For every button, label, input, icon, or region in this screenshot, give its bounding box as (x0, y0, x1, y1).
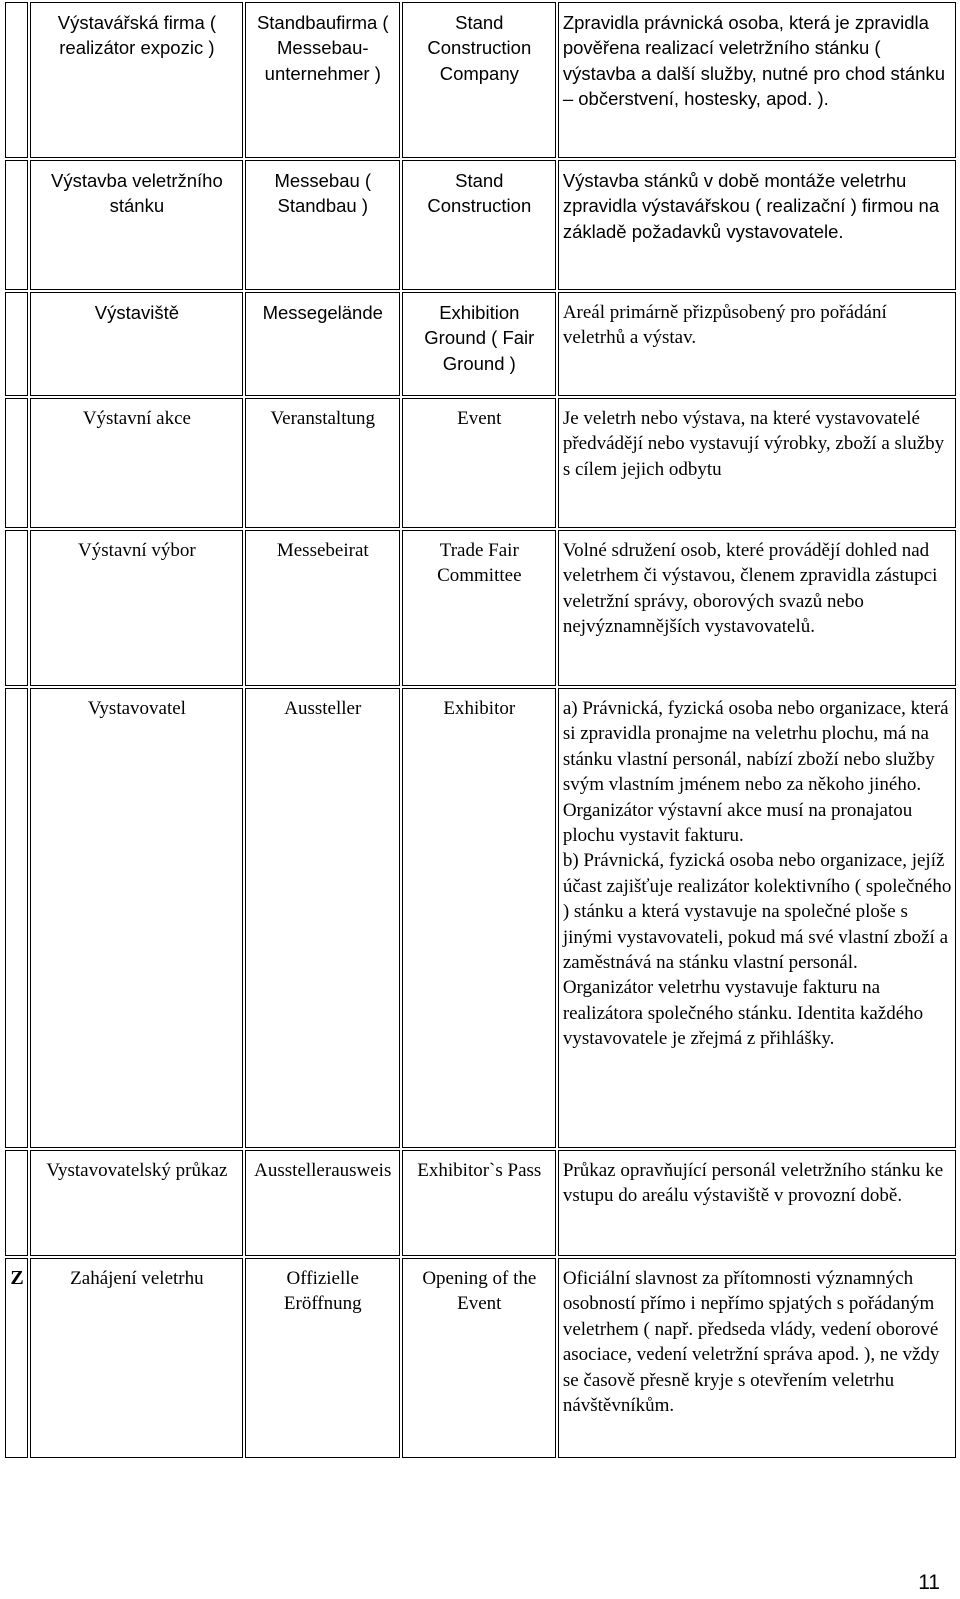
czech-term: Výstavní výbor (30, 530, 243, 686)
german-term: Messegelände (245, 292, 400, 396)
page-number: 11 (918, 1571, 940, 1594)
german-term: Aussteller (245, 688, 400, 1148)
english-term: Exhibitor (402, 688, 556, 1148)
english-term: Exhibition Ground ( Fair Ground ) (402, 292, 556, 396)
definition (558, 1150, 956, 1256)
table-row (5, 2, 956, 158)
row-letter (5, 160, 28, 290)
row-letter (5, 398, 28, 528)
row-letter (5, 688, 28, 1148)
table-row (5, 1258, 956, 1458)
definition-paragraph: Volné sdružení osob, které provádějí dohled nad veletrhem či výstavou, členem zpravidla zástupci veletržní správy, oborových svazů nebo nejvýznamnějších vystavovatelů. (562, 540, 938, 638)
czech-term: Zahájení veletrhu (30, 1258, 243, 1458)
german-term: Standbaufirma ( Messebau-unternehmer ) (245, 2, 400, 158)
definition-paragraph: b) Právnická, fyzická osoba nebo organizace, jejíž účast zajišťuje realizátor kolektivního ( společného ) stánku a která vystavuje na společné ploše s jinými vystavovateli, pokud má své vlastní zboží a zaměstnává na stánku vlastní personál. (562, 850, 952, 974)
english-term: Trade Fair Committee (402, 530, 556, 686)
definition (558, 292, 956, 396)
definition-paragraph: Zpravidla právnická osoba, která je zpravidla pověřena realizací veletržního stánku ( výstavba a další služby, nutné pro chod stánku – občerstvení, hostesky, apod. ). (562, 12, 946, 110)
definition-paragraph: Výstavba stánků v době montáže veletrhu zpravidla výstavářskou ( realizační ) firmou na základě požadavků vystavovatele. (562, 170, 940, 242)
definition (558, 398, 956, 528)
czech-term: Vystavovatelský průkaz (30, 1150, 243, 1256)
german-term: Messebeirat (245, 530, 400, 686)
czech-term: Vystavovatel (30, 688, 243, 1148)
english-term: Event (402, 398, 556, 528)
row-letter (5, 2, 28, 158)
german-term: Offizielle Eröffnung (245, 1258, 400, 1458)
glossary-table (3, 0, 958, 1460)
german-term: Messebau ( Standbau ) (245, 160, 400, 290)
definition-paragraph: Průkaz opravňující personál veletržního stánku ke vstupu do areálu výstaviště v provozní době. (562, 1160, 944, 1207)
glossary-body (5, 2, 956, 1458)
row-letter (5, 530, 28, 686)
definition (558, 530, 956, 686)
definition-paragraph: Areál primárně přizpůsobený pro pořádání veletrhů a výstav. (562, 302, 887, 349)
czech-term: Výstavní akce (30, 398, 243, 528)
table-row (5, 292, 956, 396)
table-row (5, 160, 956, 290)
table-row (5, 688, 956, 1148)
definition-paragraph: a) Právnická, fyzická osoba nebo organizace, která si zpravidla pronajme na veletrhu plochu, má na stánku vlastní personál, nabízí zboží nebo služby svým vlastním jménem nebo za někoho jiného. (562, 698, 949, 796)
row-letter (5, 1150, 28, 1256)
definition-paragraph: Organizátor výstavní akce musí na pronajatou plochu vystavit fakturu. (562, 799, 913, 847)
table-row (5, 530, 956, 686)
german-term: Ausstellerausweis (245, 1150, 400, 1256)
czech-term: Výstavářská firma ( realizátor expozic ) (30, 2, 243, 158)
definition-paragraph: Oficiální slavnost za přítomnosti významných osobností přímo i nepřímo spjatých s pořádaným veletrhem ( např. předseda vlády, vedení oborové asociace, vedení veletržní správa apod. ), ne vždy se časově přesně kryje s otevřením veletrhu návštěvníkům. (562, 1268, 940, 1417)
english-term: Stand Construction (402, 160, 556, 290)
czech-term: Výstavba veletržního stánku (30, 160, 243, 290)
table-row (5, 1150, 956, 1256)
definition (558, 688, 956, 1148)
definition (558, 160, 956, 290)
definition (558, 2, 956, 158)
table-row (5, 398, 956, 528)
row-letter (5, 292, 28, 396)
definition-paragraph: Je veletrh nebo výstava, na které vystavovatelé předvádějí nebo vystavují výrobky, zboží a služby s cílem jejich odbytu (562, 408, 945, 480)
definition (558, 1258, 956, 1458)
english-term: Exhibitor`s Pass (402, 1150, 556, 1256)
german-term: Veranstaltung (245, 398, 400, 528)
definition-paragraph: Organizátor veletrhu vystavuje fakturu na realizátora společného stánku. Identita každého vystavovatele je zřejmá z přihlášky. (562, 977, 924, 1050)
czech-term: Výstaviště (30, 292, 243, 396)
row-letter: Z (5, 1258, 28, 1458)
english-term: Stand Construction Company (402, 2, 556, 158)
english-term: Opening of the Event (402, 1258, 556, 1458)
